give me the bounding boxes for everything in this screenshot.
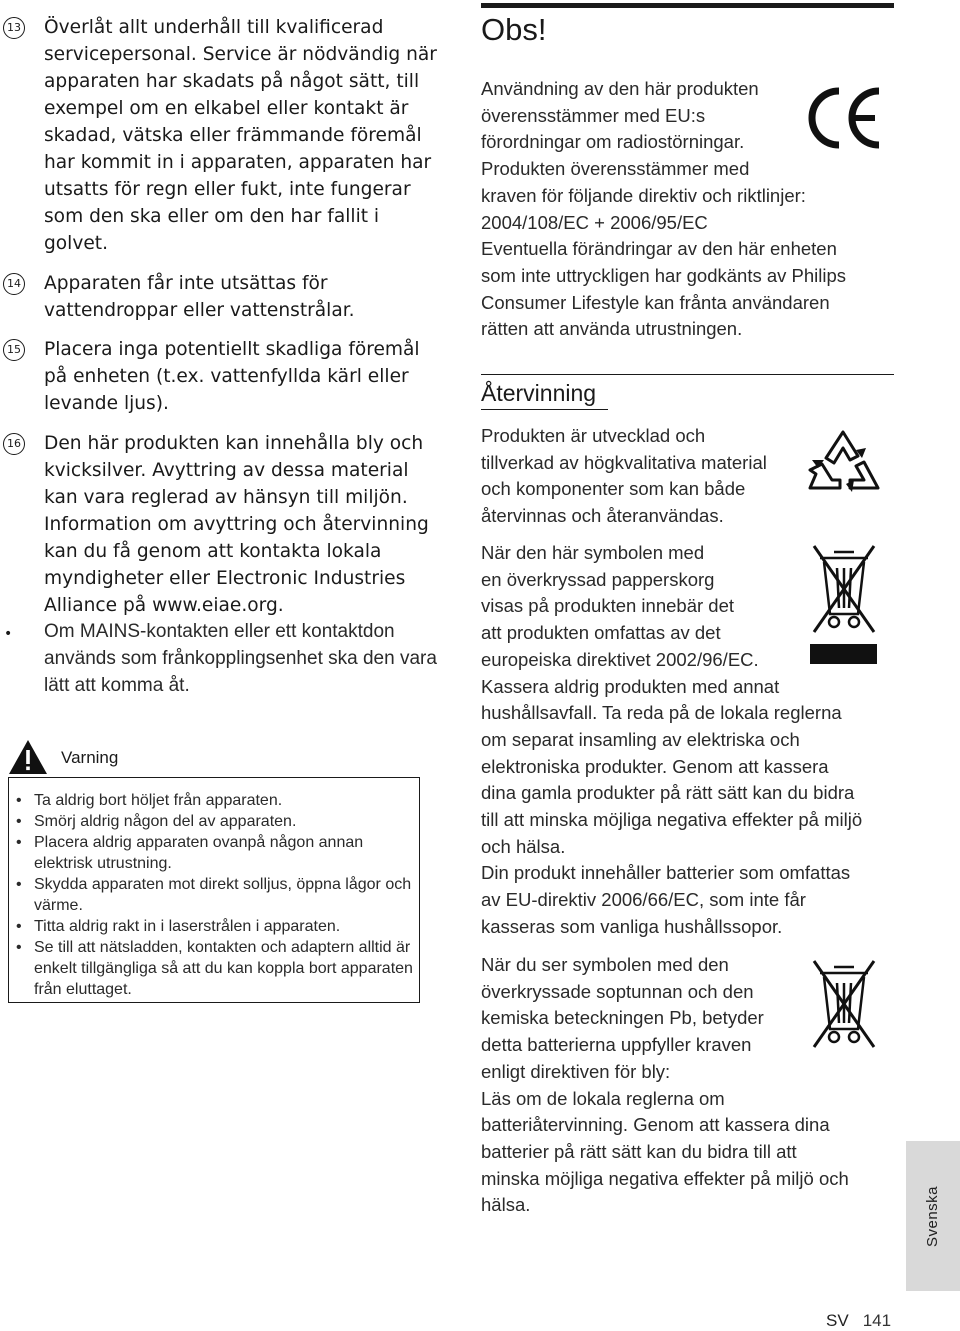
item-16-text: Den här produkten kan innehålla bly och kvicksilver. Avyttring av dessa material kan vara reglerad av hänsyn till miljön. Information om avyttring och återvinning kan du få genom att kontakta lokala myndigheter eller Electronic Industries Alliance på www.eiae.org. [44, 433, 429, 616]
warning-title: Varning [61, 748, 119, 767]
obs-text: Användning av den här produkten överensstämmer med EU:s förordningar om radiostörningar. Produkten överensstämmer med kraven för följande direktiv och riktlinjer: 2004/108/EC + 2006/95/EC Eventuella förändringar av den här enheten som inte uttryckligen har godkänts av Philips Consumer Lifestyle kan frånta användaren rätten att använda utrustningen. [481, 78, 847, 340]
recycling-text-2: När den här symbolen med en överkryssad papperskorg visas på produkten innebär det att produkten omfattas av det europeiska direktivet 2002/96/EC. Kassera aldrig produkten med annat hushållsavfall. Ta reda på de lokala reglerna om separat insamling av elektriska och elektroniska produkter. Genom att kassera dina gamla produkter på rätt sätt kan du bidra till att minska möjliga negativa effekter på miljö och hälsa. Din produkt innehåller batterier som omfattas av EU-direktiv 2006/66/EC, som inte får kasseras som vanliga hushållssopor. [481, 542, 863, 937]
page-footer [826, 1311, 891, 1331]
bullet-dot: • [4, 626, 13, 642]
weee-bar [810, 644, 877, 664]
warning-item: • Ta aldrig bort höljet från apparaten. [16, 790, 416, 811]
page-number: 141 [862, 1311, 892, 1330]
item-13-text: Överlåt allt underhåll till kvalificerad servicepersonal. Service är nödvändig när apparaten har skadats på något sätt, till exempel om en elkabel eller kontakt är skadad, vätska eller främmande föremål har kommit in i apparaten, apparaten har utsatts för regn eller fukt, inte fungerar som den ska eller om den har fallit i golvet. [44, 17, 437, 254]
recycling-text-1: Produkten är utvecklad och tillverkad av högkvalitativa material och komponenter som kan både återvinnas och återanvändas. [481, 425, 767, 527]
item-number-16: 16 [3, 433, 25, 455]
warning-list [16, 790, 416, 1000]
item-number-14: 14 [3, 273, 25, 295]
item-14-text: Apparaten får inte utsättas för vattendroppar eller vattenstrålar. [44, 273, 355, 321]
language-tab-text: Svenska [924, 1185, 942, 1247]
recycle-icon [806, 428, 880, 502]
warning-item: • Placera aldrig apparaten ovanpå någon annan elektrisk utrustning. [16, 832, 416, 874]
item-number-13: 13 [3, 17, 25, 39]
warning-item: • Se till att nätsladden, kontakten och adaptern alltid är enkelt tillgängliga så att du kan koppla bort apparaten från eluttaget. [16, 937, 416, 1000]
recycling-heading: Återvinning [481, 380, 597, 406]
item-15-text: Placera inga potentiellt skadliga föremål på enheten (t.ex. vattenfyllda kärl eller levande ljus). [44, 339, 420, 414]
ce-mark-icon [805, 85, 885, 151]
item-number-15: 15 [3, 339, 25, 361]
crossed-out-bin-icon [810, 955, 878, 1051]
warning-item: • Titta aldrig rakt in i laserstrålen i apparaten. [16, 916, 416, 937]
mains-bullet-text: Om MAINS-kontakten eller ett kontaktdon används som frånkopplingsenhet ska den vara lätt att komma åt. [44, 621, 437, 696]
crossed-out-bin-icon [810, 540, 878, 636]
warning-item: • Skydda apparaten mot direkt solljus, öppna lågor och värme. [16, 874, 416, 916]
obs-heading: Obs! [481, 12, 547, 47]
warning-triangle-icon [8, 739, 48, 775]
recycling-text-3: När du ser symbolen med den överkryssade soptunnan och den kemiska beteckningen Pb, betyder detta batterierna uppfyller kraven enligt direktiven för bly: Läs om de lokala reglerna om batteriåtervinning. Genom att kassera dina batterier på rätt sätt kan du bidra till att minska möjliga negativa effekter på miljö och hälsa. [481, 954, 849, 1216]
section-separator [481, 374, 894, 375]
warning-item: • Smörj aldrig någon del av apparaten. [16, 811, 416, 832]
language-code: SV [826, 1311, 849, 1330]
top-rule [481, 3, 894, 8]
language-tab-label [906, 1141, 960, 1291]
heading-underline [481, 409, 608, 410]
